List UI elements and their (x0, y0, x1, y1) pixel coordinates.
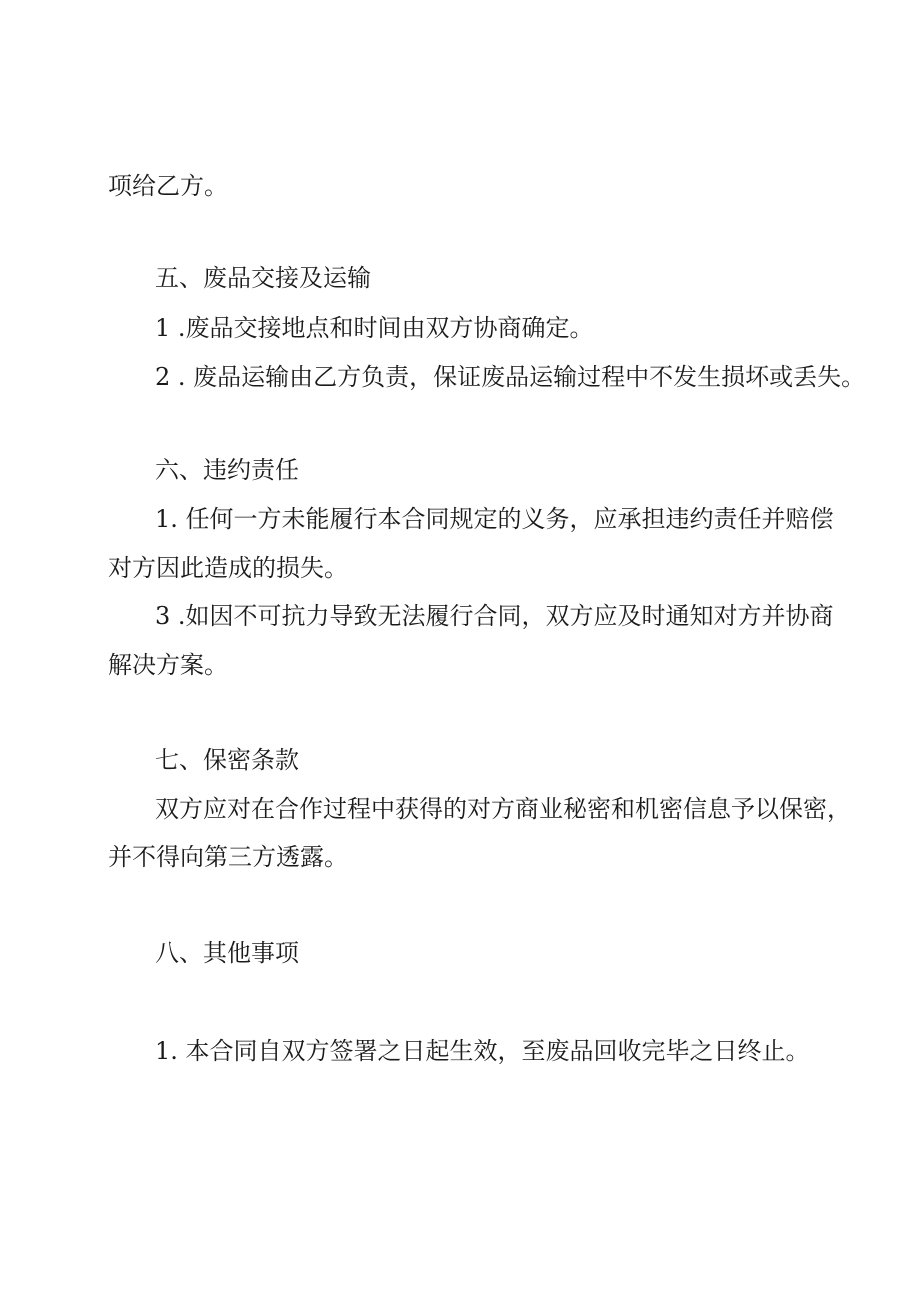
section-heading-5: 五、废品交接及运输 (155, 264, 371, 292)
clause-8-1: 1. 本合同自双方签署之日起生效，至废品回收完毕之日终止。 (155, 1037, 810, 1065)
clause-5-1: 1 .废品交接地点和时间由双方协商确定。 (155, 314, 594, 342)
clause-7-continuation: 并不得向第三方透露。 (108, 843, 348, 871)
clause-6-3-continuation: 解决方案。 (108, 651, 228, 679)
clause-7-text: 双方应对在合作过程中获得的对方商业秘密和机密信息予以保密， (155, 795, 851, 823)
clause-6-1-continuation: 对方因此造成的损失。 (108, 554, 348, 582)
section-heading-8: 八、其他事项 (155, 939, 299, 967)
clause-6-3: 3 .如因不可抗力导致无法履行合同，双方应及时通知对方并协商 (155, 602, 834, 630)
clause-5-2: 2 . 废品运输由乙方负责，保证废品运输过程中不发生损坏或丢失。 (155, 363, 866, 391)
section-heading-6: 六、违约责任 (155, 456, 299, 484)
clause-6-1: 1. 任何一方未能履行本合同规定的义务，应承担违约责任并赔偿 (155, 505, 834, 533)
text-line-continuation: 项给乙方。 (108, 172, 228, 200)
section-heading-7: 七、保密条款 (155, 746, 299, 774)
